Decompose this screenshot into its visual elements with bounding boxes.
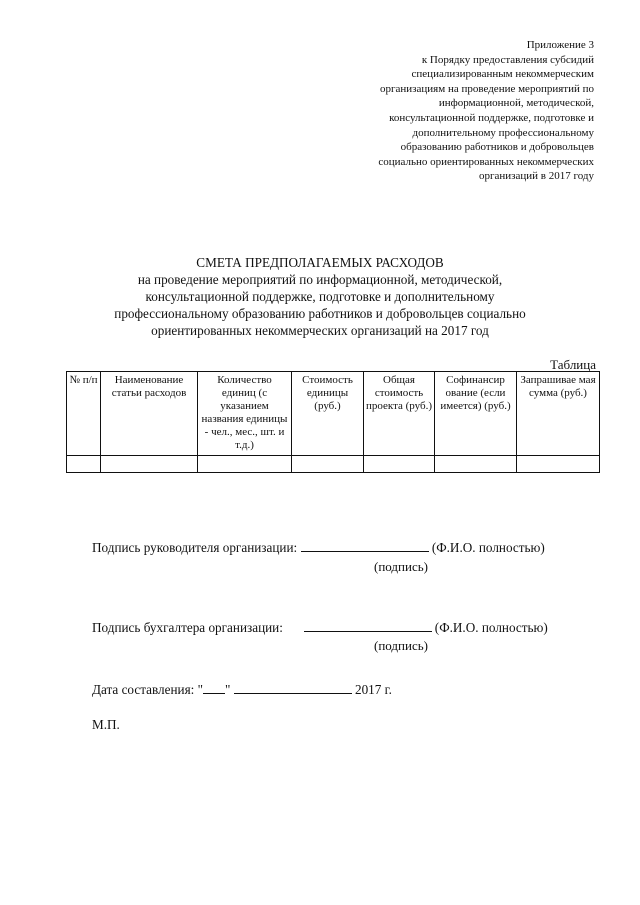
appendix-line: организаций в 2017 году <box>478 170 594 183</box>
table-cell[interactable] <box>198 456 292 473</box>
head-signature-line <box>92 540 545 556</box>
date-month-field[interactable] <box>234 692 352 694</box>
header-requested-amount: Запрашивае мая сумма (руб.) <box>517 372 600 456</box>
table-cell[interactable] <box>517 456 600 473</box>
header-cofinancing: Софинансир ование (если имеется) (руб.) <box>435 372 517 456</box>
document-title <box>60 254 580 339</box>
table-header-row <box>67 372 600 456</box>
title-heading: СМЕТА ПРЕДПОЛАГАЕМЫХ РАСХОДОВ <box>196 255 444 270</box>
date-line <box>92 682 392 698</box>
header-item-name: Наименование статьи расходов <box>101 372 198 456</box>
table-cell[interactable] <box>67 456 101 473</box>
appendix-note <box>324 38 594 184</box>
accountant-signature-field[interactable] <box>304 630 432 632</box>
table-cell[interactable] <box>292 456 364 473</box>
title-line: на проведение мероприятий по информационной, методической, <box>137 272 503 287</box>
date-label: Дата составления: " <box>92 682 203 697</box>
title-line: ориентированных некоммерческих организаций на 2017 год <box>151 323 489 338</box>
accountant-name-suffix: (Ф.И.О. полностью) <box>434 620 548 635</box>
table-cell[interactable] <box>435 456 517 473</box>
head-signature-label: Подпись руководителя организации: <box>92 540 298 555</box>
date-quote: " <box>225 682 231 697</box>
appendix-line: Приложение 3 <box>526 39 594 51</box>
accountant-signature-line <box>92 620 548 636</box>
head-name-suffix: (Ф.И.О. полностью) <box>431 540 545 555</box>
table-cell[interactable] <box>364 456 435 473</box>
appendix-line: консультационной поддержке, подготовке и <box>389 111 594 124</box>
table-caption: Таблица <box>550 357 596 372</box>
header-quantity: Количество единиц (с указанием названия единицы - чел., мес., шт. и т.д.) <box>198 372 292 456</box>
header-total-cost: Общая стоимость проекта (руб.) <box>364 372 435 456</box>
head-signature-hint: (подпись) <box>374 559 428 574</box>
budget-table <box>66 371 600 473</box>
appendix-line: специализированным некоммерческим <box>411 68 594 81</box>
table-row <box>67 456 600 473</box>
appendix-line: организациям на проведение мероприятий по <box>380 82 594 95</box>
appendix-line: образованию работников и добровольцев <box>400 141 594 154</box>
header-unit-cost: Стоимость единицы (руб.) <box>292 372 364 456</box>
date-day-field[interactable] <box>203 692 225 694</box>
appendix-line: к Порядку предоставления субсидий <box>421 53 594 66</box>
header-number: № п/п <box>67 372 101 456</box>
title-line: профессиональному образованию работников и добровольцев социально <box>114 306 526 321</box>
head-signature-field[interactable] <box>301 550 429 552</box>
accountant-signature-hint: (подпись) <box>374 638 428 653</box>
accountant-signature-label: Подпись бухгалтера организации: <box>92 620 283 635</box>
seal-placeholder: М.П. <box>92 717 120 732</box>
appendix-line: социально ориентированных некоммерческих <box>378 155 594 168</box>
appendix-line: дополнительному профессиональному <box>412 126 594 139</box>
table-cell[interactable] <box>101 456 198 473</box>
appendix-line: информационной, методической, <box>438 97 594 110</box>
date-year: 2017 г. <box>354 682 392 697</box>
title-line: консультационной поддержке, подготовке и дополнительному <box>145 289 495 304</box>
